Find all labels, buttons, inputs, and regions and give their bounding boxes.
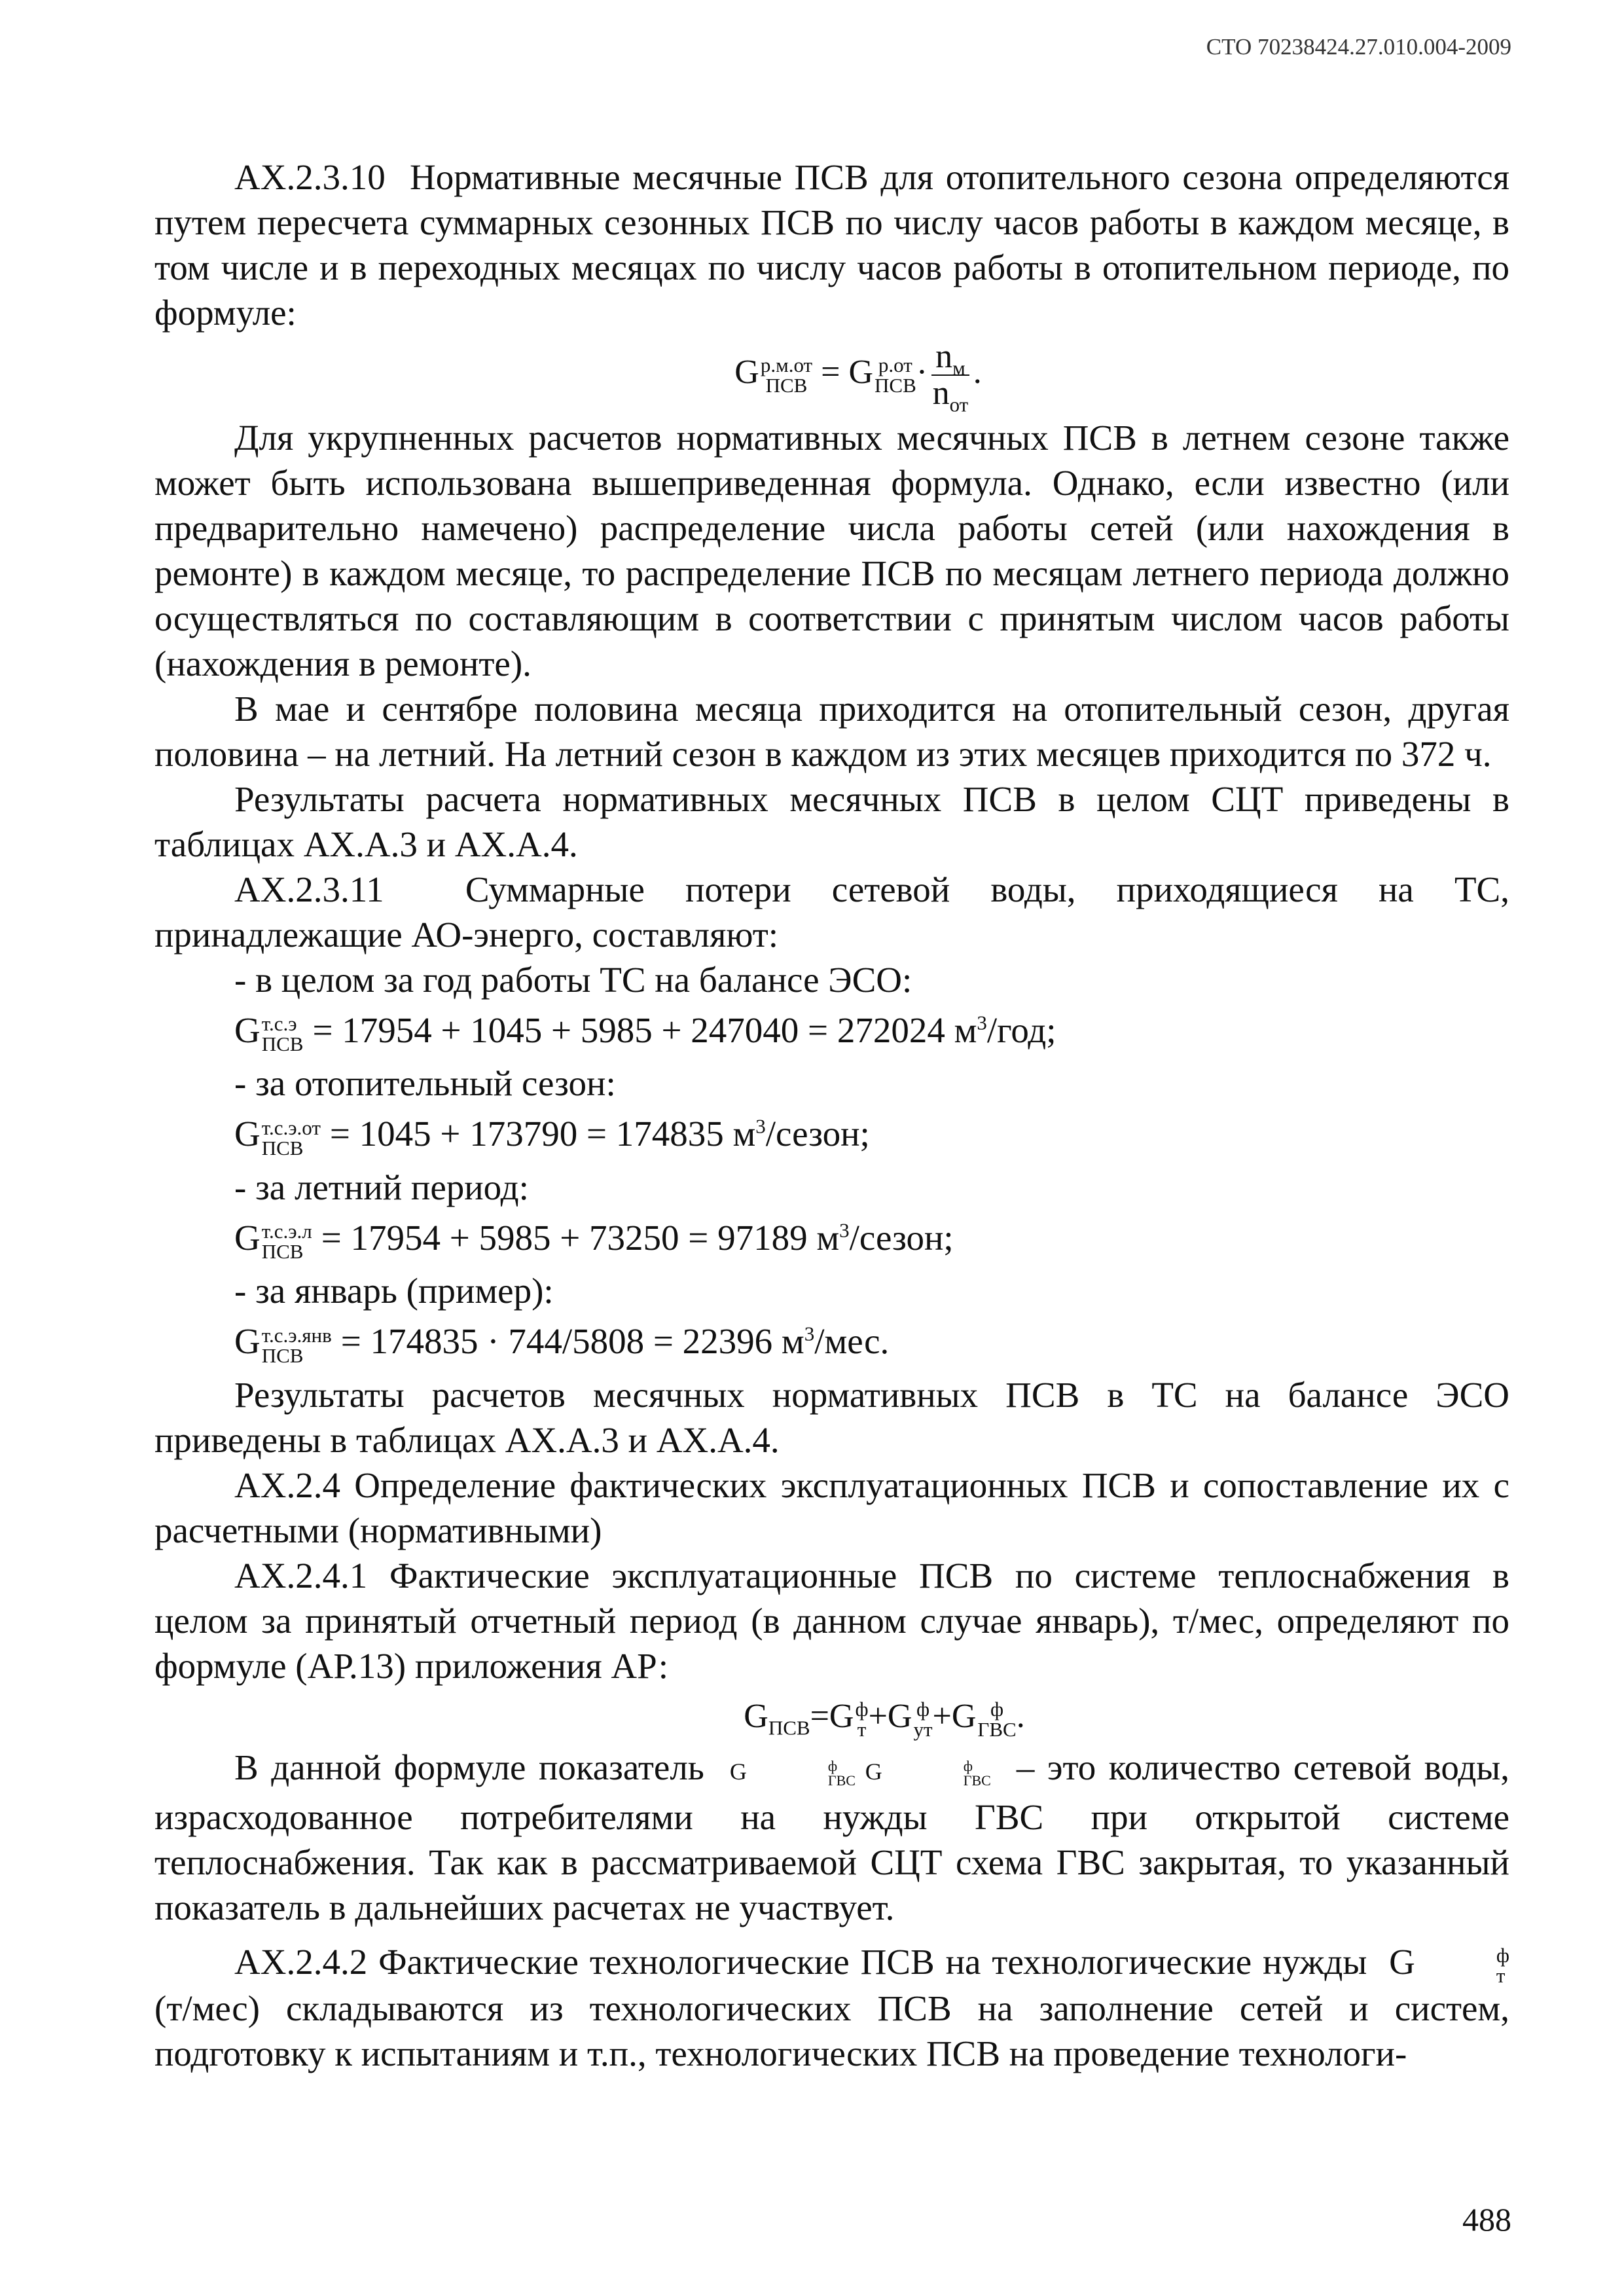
unit: /сезон;	[765, 1114, 870, 1154]
period: .	[1016, 1697, 1025, 1735]
superscript: ф	[827, 1758, 838, 1775]
formula-summer	[154, 1215, 1509, 1262]
fraction	[931, 338, 969, 416]
section-label: АХ.2.4.1	[234, 1555, 368, 1595]
superscript: ф	[1496, 1943, 1509, 1967]
subscript: ГВС	[827, 1772, 856, 1789]
symbol-g: G	[887, 1697, 912, 1735]
equals-sign: =	[821, 353, 840, 391]
formula-expression: = 17954 + 1045 + 5985 + 247040 = 272024 м	[312, 1010, 977, 1050]
paragraph-text: – это количество сетевой воды, израсходованное потребителями на нужды ГВС при открытой системе теплоснабжения. Так как в рассматриваемой СЦТ схема ГВС закрытая, то указанный показатель в дальнейших расчетах не участвует.	[154, 1747, 1510, 1927]
symbol-g: G	[829, 1697, 854, 1735]
superscript: р.м.от	[760, 354, 813, 376]
formula-heating	[154, 1111, 1509, 1157]
superscript: р.от	[878, 354, 912, 376]
section-label: АХ.2.3.11	[234, 869, 384, 909]
symbol-g: G	[234, 1010, 261, 1050]
formula-january	[154, 1319, 1509, 1365]
symbol-g: G	[734, 353, 759, 391]
formula-monthly-norm	[154, 338, 1509, 416]
list-item-summer: - за летний период:	[234, 1167, 529, 1207]
page-number: 488	[1462, 2201, 1511, 2238]
subscript: ГВС	[977, 1717, 1017, 1741]
denominator: n	[932, 374, 950, 412]
symbol-g: G	[848, 353, 873, 391]
symbol-g: G	[234, 1321, 261, 1362]
paragraph-text: Фактические технологические ПСВ на технологические нужды	[378, 1941, 1367, 1982]
paragraph-text: (т/мес) складываются из технологических ПСВ на заполнение сетей и систем, подготовку к испытаниям и т.п., технологических ПСВ на проведение технологи-	[154, 1988, 1509, 2073]
numerator: n	[935, 338, 953, 375]
superscript: ф	[963, 1758, 973, 1775]
subscript: ПСВ	[261, 1032, 304, 1056]
paragraph-ax-2-4-1	[154, 1553, 1509, 1688]
subscript: ут	[913, 1717, 933, 1741]
paragraph-ax-2-4	[154, 1463, 1509, 1553]
formula-expression: = 1045 + 173790 = 174835 м	[329, 1114, 756, 1154]
paragraph-gvs-indicator	[154, 1745, 1509, 1930]
plus-sign: +	[932, 1697, 952, 1735]
period: .	[973, 353, 982, 391]
formula-expression: = 174835 · 744/5808 = 22396 м	[340, 1321, 804, 1362]
denominator-subscript: от	[949, 393, 969, 416]
subscript: ПСВ	[875, 374, 916, 397]
superscript: т.с.э.янв	[261, 1323, 332, 1347]
subscript: ГВС	[963, 1772, 991, 1789]
subscript: ПСВ	[261, 1343, 304, 1367]
exponent: 3	[755, 1115, 766, 1139]
paragraph-text: Фактические эксплуатационные ПСВ по системе теплоснабжения в целом за принятый отчетный период (в данном случае январь), т/мес, определяют по формуле (АР.13) приложения АР:	[154, 1555, 1510, 1686]
paragraph-ax-2-3-11	[154, 867, 1509, 957]
subscript: ПСВ	[765, 374, 808, 397]
multiply-dot: ·	[916, 353, 928, 391]
superscript: ф	[916, 1697, 930, 1721]
symbol-g: G	[234, 1114, 261, 1154]
section-label: АХ.2.4.2	[234, 1941, 368, 1982]
paragraph-text: Определение фактических эксплуатационных ПСВ и сопоставление их с расчетными (нормативными)	[154, 1465, 1509, 1550]
paragraph-text: В данной формуле показатель	[234, 1747, 704, 1787]
inline-symbol	[1389, 1941, 1509, 1987]
equals-sign: =	[810, 1697, 829, 1735]
section-label: АХ.2.3.10	[234, 157, 386, 197]
subscript: ПСВ	[261, 1136, 304, 1159]
unit: /год;	[986, 1010, 1056, 1050]
exponent: 3	[977, 1011, 987, 1034]
paragraph-ax-2-4-2	[154, 1939, 1509, 2076]
document-code: СТО 70238424.27.010.004-2009	[1206, 34, 1511, 60]
numerator-subscript: м	[952, 356, 965, 380]
symbol-g: G	[951, 1697, 977, 1735]
exponent: 3	[804, 1322, 815, 1345]
unit: /сезон;	[849, 1217, 954, 1258]
superscript: т.с.э.л	[261, 1220, 312, 1243]
list-item-january: - за январь (пример):	[234, 1271, 554, 1311]
subscript: ПСВ	[768, 1715, 810, 1739]
paragraph-results-eso: Результаты расчетов месячных нормативных ПСВ в ТС на балансе ЭСО приведены в таблицах АХ.А.3 и АХ.А.4.	[154, 1374, 1509, 1460]
superscript: ф	[990, 1697, 1004, 1721]
subscript: т	[857, 1717, 867, 1741]
formula-actual-losses	[154, 1694, 1509, 1740]
symbol-g: G	[1389, 1941, 1415, 1982]
unit: /мес.	[814, 1321, 890, 1362]
paragraph-results-sct: Результаты расчета нормативных месячных ПСВ в целом СЦТ приведены в таблицах АХ.А.3 и АХ.А.4.	[154, 779, 1509, 864]
superscript: т.с.э.от	[261, 1116, 321, 1139]
formula-year	[154, 1008, 1509, 1054]
paragraph-ax-2-3-10	[154, 155, 1509, 335]
subscript: ПСВ	[261, 1240, 304, 1264]
inline-symbol	[729, 1758, 991, 1789]
symbol-g: G	[234, 1217, 261, 1258]
symbol-g: G	[729, 1758, 747, 1785]
list-item-year: - в целом за год работы ТС на балансе ЭСО:	[234, 960, 912, 1000]
paragraph-text: Нормативные месячные ПСВ для отопительного сезона определяются путем пересчета суммарных сезонных ПСВ по числу часов работы в каждом месяце, в том числе и в переходных месяцах по числу часов работы в отопительном периоде, по формуле:	[154, 157, 1509, 333]
paragraph-text: Суммарные потери сетевой воды, приходящиеся на ТС, принадлежащие АО-энерго, составляют:	[154, 869, 1509, 955]
exponent: 3	[839, 1218, 850, 1242]
section-label: АХ.2.4	[234, 1465, 340, 1505]
paragraph-summer-calc: Для укрупненных расчетов нормативных месячных ПСВ в летнем сезоне также может быть использована вышеприведенная формула. Однако, если известно (или предварительно намечено) распределение числа работы сетей (или нахождения в ремонте) в каждом месяце, то распределение ПСВ по месяцам летнего периода должно осуществляться по составляющим в соответствии с принятым числом часов работы (нахождения в ремонте).	[154, 418, 1509, 683]
formula-expression: = 17954 + 5985 + 73250 = 97189 м	[321, 1217, 840, 1258]
page-body	[154, 155, 1509, 2076]
symbol-g: G	[865, 1758, 882, 1785]
superscript: т.с.э	[261, 1012, 297, 1036]
superscript: ф	[855, 1697, 869, 1721]
list-item-heating: - за отопительный сезон:	[234, 1063, 616, 1104]
subscript: т	[1496, 1963, 1506, 1987]
paragraph-may-september: В мае и сентябре половина месяца приходится на отопительный сезон, другая половина – на летний. На летний сезон в каждом из этих месяцев приходится по 372 ч.	[154, 689, 1509, 774]
symbol-g: G	[744, 1697, 768, 1735]
plus-sign: +	[868, 1697, 888, 1735]
